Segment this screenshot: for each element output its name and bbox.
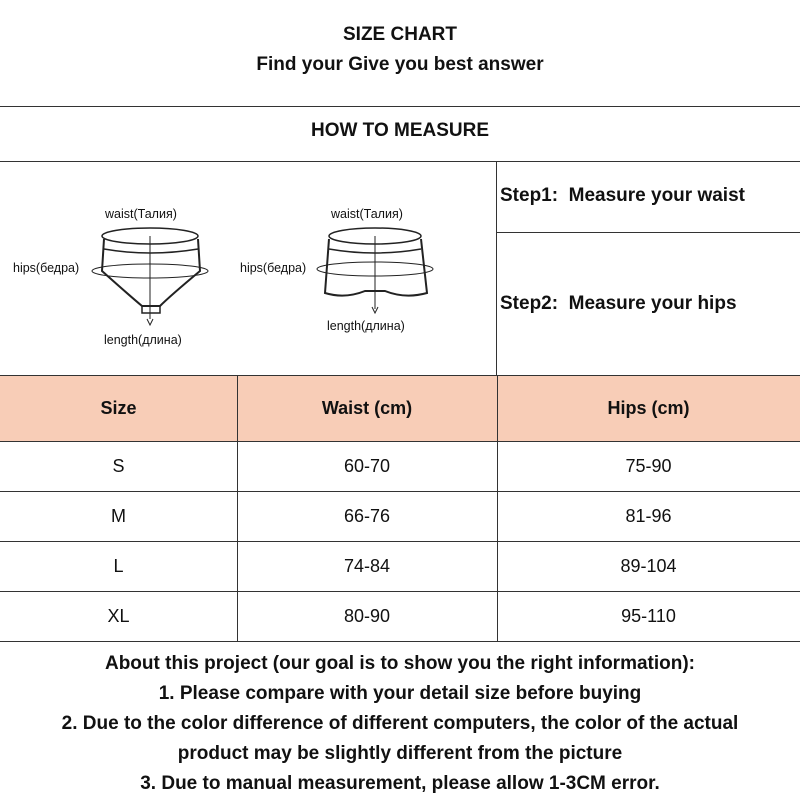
header-hips: Hips (cm) bbox=[607, 398, 690, 418]
length-label-boyshort: length(длина) bbox=[327, 319, 405, 333]
waist-cell: 74-84 bbox=[343, 556, 391, 576]
note-line: product may be slightly different from the picture bbox=[177, 743, 623, 764]
hips-cell: 81-96 bbox=[625, 506, 672, 526]
divider bbox=[0, 441, 800, 442]
waist-label-brief: waist(Талия) bbox=[105, 207, 177, 221]
measure-diagrams bbox=[0, 161, 496, 375]
waist-cell: 80-90 bbox=[343, 606, 391, 626]
size-cell: XL bbox=[107, 606, 130, 626]
divider bbox=[0, 106, 800, 107]
divider bbox=[0, 591, 800, 592]
page-title: SIZE CHART bbox=[343, 24, 457, 45]
note-line: About this project (our goal is to show you the right information): bbox=[104, 653, 696, 674]
divider bbox=[496, 161, 497, 375]
divider bbox=[0, 641, 800, 642]
hips-cell: 95-110 bbox=[621, 606, 676, 626]
page-subtitle: Find your Give you best answer bbox=[256, 54, 544, 75]
divider bbox=[0, 375, 800, 376]
size-chart-header bbox=[0, 0, 800, 106]
brief-diagram-icon bbox=[90, 221, 220, 336]
size-table-header bbox=[0, 375, 800, 441]
how-to-measure-heading: HOW TO MEASURE bbox=[310, 120, 490, 141]
header-size: Size bbox=[100, 398, 137, 418]
note-line: 3. Due to manual measurement, please allow 1-3CM error. bbox=[140, 773, 660, 794]
size-cell: M bbox=[111, 506, 126, 526]
hips-cell: 89-104 bbox=[620, 556, 677, 576]
header-waist: Waist (cm) bbox=[321, 398, 413, 418]
length-label-brief: length(длина) bbox=[104, 333, 182, 347]
hips-label-boyshort: hips(бедра) bbox=[240, 261, 307, 275]
divider bbox=[0, 541, 800, 542]
waist-label-boyshort: waist(Талия) bbox=[331, 207, 403, 221]
boyshort-diagram-icon bbox=[315, 221, 445, 321]
hips-label-brief: hips(бедра) bbox=[13, 261, 80, 275]
divider bbox=[0, 491, 800, 492]
size-cell: L bbox=[113, 556, 124, 576]
step2-text: Step2: Measure your hips bbox=[500, 293, 737, 314]
waist-cell: 66-76 bbox=[343, 506, 391, 526]
note-line: 2. Due to the color difference of different computers, the color of the actual bbox=[61, 713, 739, 734]
divider bbox=[496, 232, 800, 233]
waist-cell: 60-70 bbox=[343, 456, 391, 476]
note-line: 1. Please compare with your detail size before buying bbox=[158, 683, 642, 704]
hips-cell: 75-90 bbox=[625, 456, 672, 476]
step1-text: Step1: Measure your waist bbox=[500, 185, 745, 206]
size-cell: S bbox=[112, 456, 125, 476]
